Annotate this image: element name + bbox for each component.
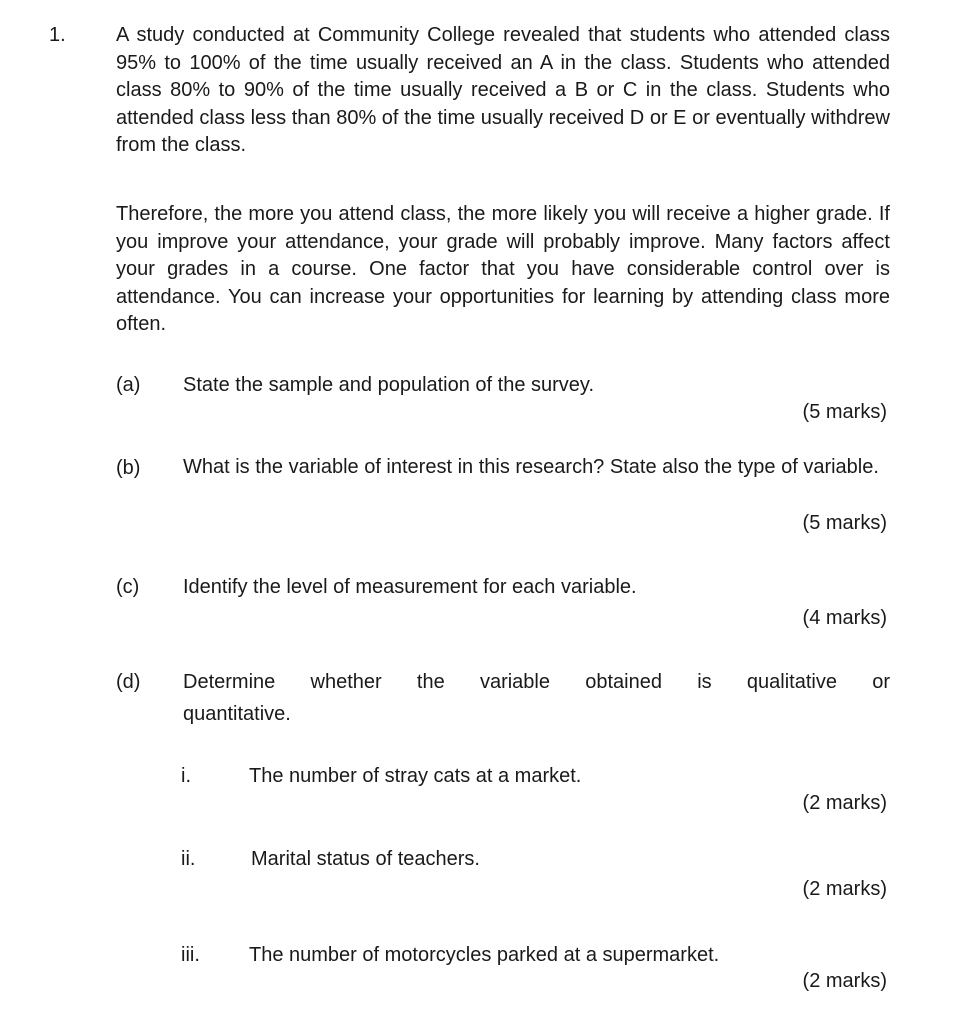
part-a-label: (a) (116, 374, 141, 396)
sub-iii-label: iii. (181, 944, 200, 966)
part-d-text-line2: quantitative. (183, 703, 291, 725)
part-b-label: (b) (116, 457, 141, 479)
part-d-text (183, 666, 890, 730)
sub-i-marks: (2 marks) (802, 792, 887, 814)
part-c-label: (c) (116, 576, 140, 598)
sub-i-label: i. (181, 765, 191, 787)
part-c-marks: (4 marks) (802, 607, 887, 629)
sub-iii-marks: (2 marks) (802, 970, 887, 992)
part-c-text: Identify the level of measurement for each variable. (183, 576, 637, 598)
part-d-label: (d) (116, 671, 141, 693)
part-d-text-line1: Determine whether the variable obtained is qualitative or (183, 671, 890, 693)
sub-ii-label: ii. (181, 848, 196, 870)
sub-iii-text: The number of motorcycles parked at a supermarket. (249, 944, 720, 966)
part-a-marks: (5 marks) (802, 401, 887, 423)
intro-paragraph-2: Therefore, the more you attend class, the more likely you will receive a higher grade. If you improve your attendance, your grade will probably improve. Many factors affect your grades in a course. One factor that you have considerable control over is attendance. You can increase your opportunities for learning by attending class more often. (116, 203, 890, 336)
sub-ii-marks: (2 marks) (802, 878, 887, 900)
sub-i-text: The number of stray cats at a market. (249, 765, 582, 787)
part-b-text: What is the variable of interest in this research? State also the type of variable. (183, 456, 879, 478)
sub-ii-text: Marital status of teachers. (251, 848, 480, 870)
question-number: 1. (49, 24, 66, 46)
intro-paragraph-1: A study conducted at Community College revealed that students who attended class 95% to 100% of the time usually received an A in the class. Students who attended class 80% to 90% of the time usually received a B or C in the class. Students who attended class less than 80% of the time usually received D or E or eventually withdrew from the class. (116, 24, 890, 157)
part-b-marks: (5 marks) (802, 512, 887, 534)
part-a-text: State the sample and population of the survey. (183, 374, 595, 396)
